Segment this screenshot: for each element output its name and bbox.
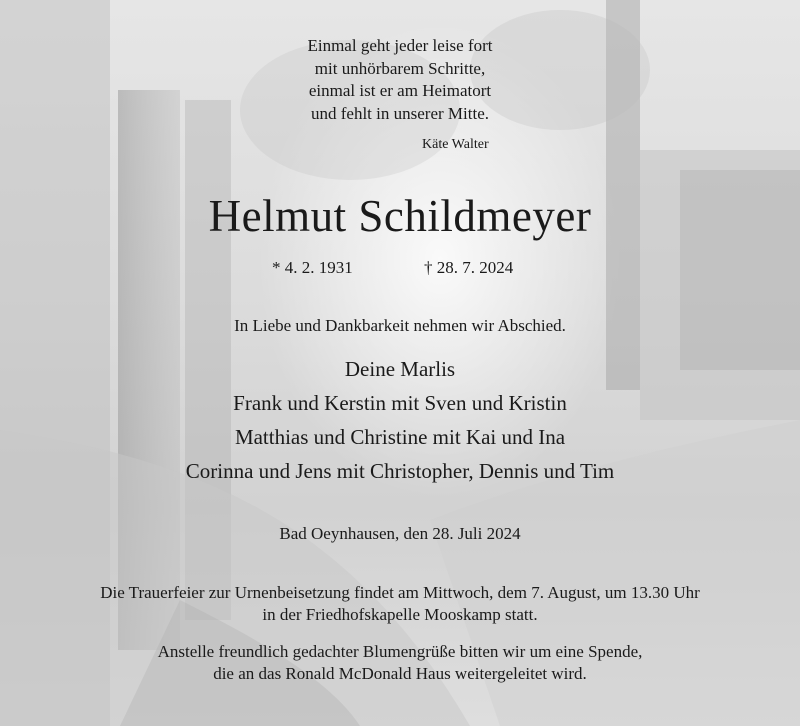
poem-author: Käte Walter	[422, 137, 489, 152]
poem-line: Einmal geht jeder leise fort	[307, 36, 493, 55]
ceremony-line: in der Friedhofskapelle Mooskamp statt.	[262, 605, 538, 624]
family-line: Frank und Kerstin mit Sven und Kristin	[233, 391, 567, 415]
birth-date: * 4. 2. 1931	[272, 258, 353, 277]
place-date: Bad Oeynhausen, den 28. Juli 2024	[279, 524, 521, 543]
family-line: Matthias und Christine mit Kai und Ina	[234, 425, 566, 449]
donation-line: die an das Ronald McDonald Haus weitergeleitet wird.	[213, 664, 587, 683]
farewell-text: In Liebe und Dankbarkeit nehmen wir Abschied.	[234, 316, 566, 335]
donation-notice	[0, 641, 800, 685]
ceremony-notice	[0, 582, 800, 626]
poem-line: und fehlt in unserer Mitte.	[311, 103, 489, 123]
ceremony-line: Die Trauerfeier zur Urnenbeisetzung findet am Mittwoch, dem 7. August, um 13.30 Uhr	[100, 583, 700, 602]
poem	[0, 35, 800, 125]
poem-line: einmal ist er am Heimatort	[308, 81, 492, 100]
family-list	[0, 352, 800, 488]
deceased-name: Helmut Schildmeyer	[208, 191, 592, 241]
family-line: Corinna und Jens mit Christopher, Dennis und Tim	[185, 459, 615, 483]
donation-line: Anstelle freundlich gedachter Blumengrüße bitten wir um eine Spende,	[157, 642, 643, 661]
family-line: Deine Marlis	[344, 357, 456, 381]
poem-line: mit unhörbarem Schritte,	[314, 58, 486, 78]
death-date: † 28. 7. 2024	[424, 258, 514, 277]
